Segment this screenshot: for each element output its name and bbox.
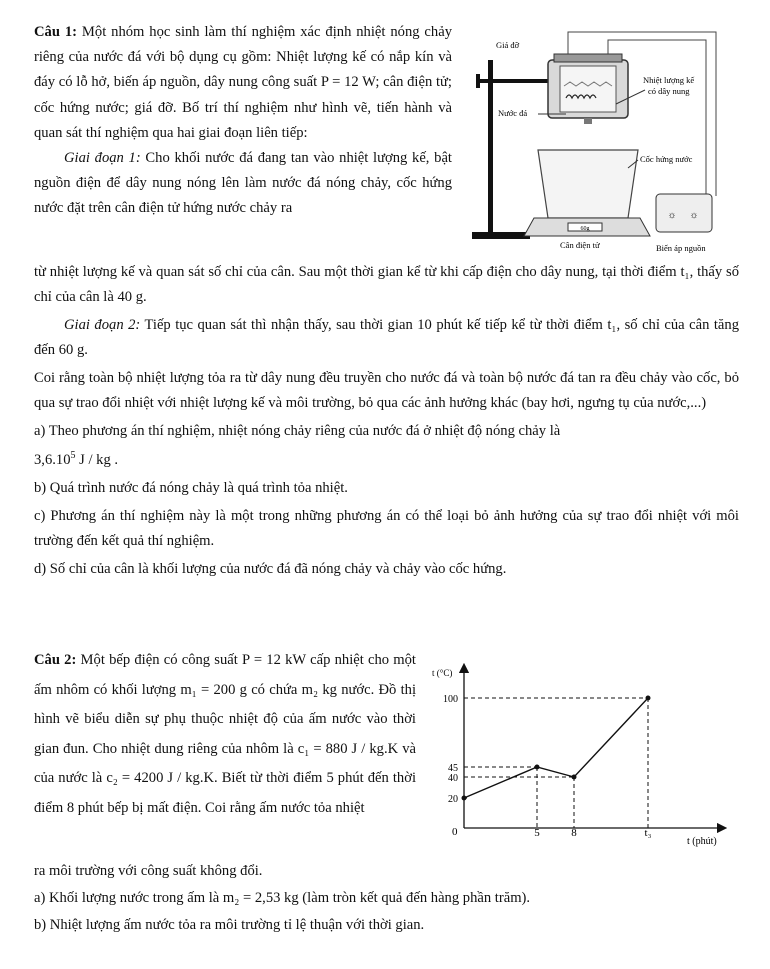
- q1-body: [34, 260, 739, 582]
- q1-intro2: ; cân điện tử; cốc hứng nước; giá đỡ. Bố trí thí nghiệm như hình vẽ, tiến hành và quan sát thí nghiệm qua hai giai đoạn liên tiếp:: [34, 74, 452, 141]
- q2-c2: c₂ = 4200 J / kg.K: [106, 770, 215, 786]
- x-tick-label: 8: [571, 827, 577, 839]
- data-point: [646, 696, 651, 701]
- y-axis-label: t (°C): [432, 668, 453, 678]
- q1-stage2-label: Giai đoạn 2:: [64, 317, 141, 333]
- q2-t7: ra môi trường với công suất không đổi.: [34, 863, 263, 879]
- data-point: [462, 796, 467, 801]
- q2-t4: nước. Đồ thị hình vẽ biểu diễn sự phụ thuộc nhiệt độ của ấm nước vào thời gian đun. Cho nhiệt dung riêng của nhôm là: [34, 681, 416, 757]
- q2-b: b) Nhiệt lượng ấm nước tỏa ra môi trường tỉ lệ thuận với thời gian.: [34, 917, 425, 933]
- q1-b: b) Quá trình nước đá nóng chảy là quá trình tỏa nhiệt.: [34, 479, 348, 496]
- y-tick-label: 45: [448, 763, 458, 774]
- label-scale: Cân điện tử: [560, 240, 600, 250]
- q2-body: [34, 858, 739, 939]
- q1-power: P = 12 W: [320, 74, 376, 91]
- q1-a-value: 3,6.10: [34, 451, 71, 468]
- q2-m1: m₁ = 200 g: [180, 681, 247, 698]
- x-tick-label: 0: [452, 826, 458, 838]
- q1-intro: Một nhóm học sinh làm thí nghiệm xác định nhiệt nóng chảy riêng của nước đá với bộ dụng cụ gồm: Nhiệt lượng kế có nắp kín và đáy có lỗ hở, biến áp nguồn, dây nung công suất: [34, 24, 452, 91]
- q2-t5: và của nước là: [34, 740, 416, 786]
- label-stand: Giá đỡ: [496, 40, 520, 50]
- q1-a-unit: J / kg .: [75, 451, 119, 468]
- temperature-time-chart: [432, 660, 737, 850]
- q2-power: P = 12 kW: [242, 652, 306, 668]
- label-calorimeter-2: có dây nung: [648, 86, 690, 96]
- q1-stage2: Tiếp tục quan sát thì nhận thấy, sau thời gian 10 phút kế tiếp kể từ thời điểm t₁, số chỉ của cân tăng đến 60 g.: [34, 317, 739, 358]
- y-tick-label: 40: [448, 773, 458, 784]
- q2-block: [34, 646, 416, 823]
- y-tick-label: 100: [443, 694, 458, 705]
- experiment-diagram: [468, 24, 738, 259]
- q1-assume: Coi rằng toàn bộ nhiệt lượng tỏa ra từ dây nung đều truyền cho nước đá và toàn bộ nước đá tan ra đều chảy vào cốc, bỏ qua sự trao đổi nhiệt với nhiệt lượng kế và môi trường, bỏ qua các ảnh hưởng khác (bay hơi, ngưng tụ của nước,...): [34, 370, 739, 411]
- q2-m2: m₂ kg: [301, 681, 337, 698]
- q1-label: Câu 1:: [34, 24, 78, 40]
- q1-a: a) Theo phương án thí nghiệm, nhiệt nóng chảy riêng của nước đá ở nhiệt độ nóng chảy là: [34, 423, 561, 439]
- data-point: [572, 775, 577, 780]
- label-calorimeter: Nhiệt lượng kế: [643, 75, 695, 85]
- q2-t2: cấp nhiệt cho một ấm nhôm có khối lượng: [34, 652, 416, 698]
- bulb-icon: ☼: [689, 210, 699, 221]
- label-transformer: Biến áp nguồn: [656, 243, 706, 253]
- y-tick-label: 20: [448, 794, 458, 805]
- q2-t1: Một bếp điện có công suất: [76, 652, 243, 668]
- q1-c: c) Phương án thí nghiệm này là một trong những phương án có thể loại bỏ ảnh hưởng của sự trao đổi nhiệt với môi trường đến kết quả thí nghiệm.: [34, 508, 739, 549]
- x-axis-label: t (phút): [687, 836, 717, 847]
- x-tick-label: 5: [534, 827, 540, 839]
- x-tick-label: t₃: [644, 827, 652, 839]
- label-ice: Nước đá: [498, 108, 528, 118]
- label-cup: Cốc hứng nước: [640, 154, 693, 164]
- q1-d: d) Số chỉ của cân là khối lượng của nước đá đã nóng chảy và chảy vào cốc hứng.: [34, 561, 507, 578]
- q1-stage1-a: Cho khối nước đá đang tan vào nhiệt lượng kế, bật nguồn điện để dây nung nóng lên làm nước đá nóng chảy, cốc hứng nước đặt trên cân điện tử hứng nước chảy ra: [34, 150, 452, 217]
- q1-a-exp: 5: [70, 449, 76, 461]
- scale-reading: 60g: [580, 226, 590, 232]
- q2-c1: c₁ = 880 J / kg.K: [297, 740, 399, 757]
- q2-t3: có chứa: [246, 681, 302, 698]
- bulb-icon: ☼: [667, 210, 677, 221]
- q1-intro-block: [34, 20, 452, 222]
- data-point: [535, 765, 540, 770]
- series-line: [464, 698, 648, 798]
- q2-label: Câu 2:: [34, 652, 77, 668]
- q1-stage1-label: Giai đoạn 1:: [64, 150, 141, 167]
- q1-stage1-b: từ nhiệt lượng kế và quan sát số chỉ của cân. Sau một thời gian kể từ khi cấp điện cho dây nung, tại thời điểm t₁, thấy số chỉ của cân là 40 g.: [34, 264, 739, 305]
- q2-t6: . Biết từ thời điểm 5 phút đến thời điểm 8 phút bếp bị mất điện. Coi rằng ấm nước tỏa nhiệt: [34, 770, 416, 816]
- q2-a: a) Khối lượng nước trong ấm là m₂ = 2,53 kg (làm tròn kết quả đến hàng phần trăm).: [34, 890, 531, 906]
